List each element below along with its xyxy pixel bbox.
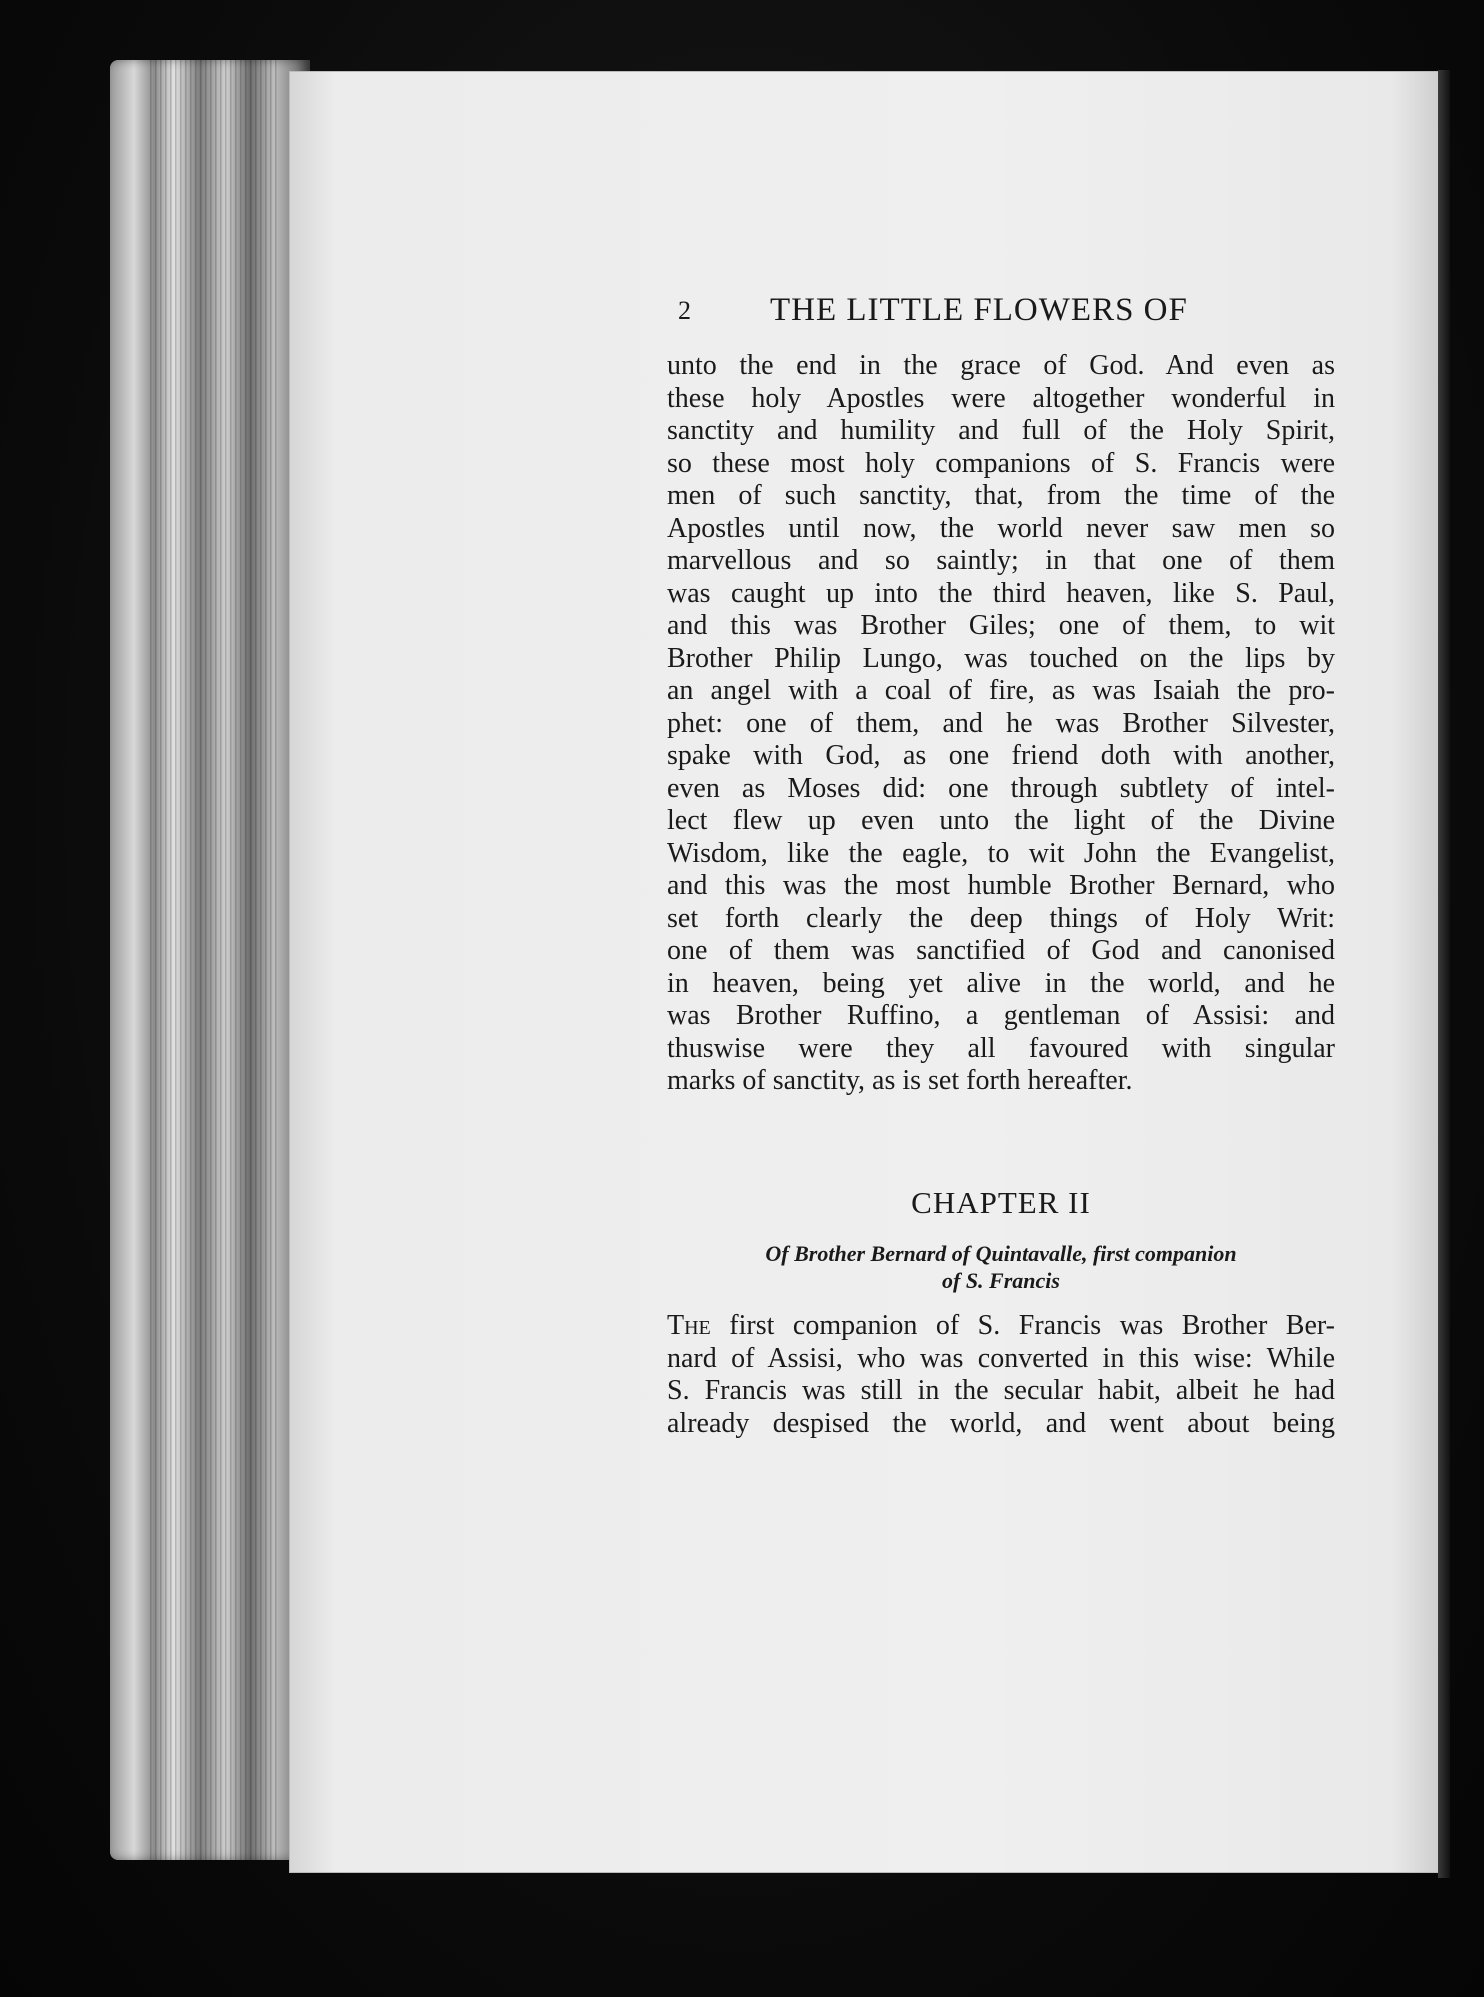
text-line: nard of Assisi, who was converted in this wise: While	[667, 1342, 1335, 1374]
running-header	[678, 292, 1328, 332]
opening-word: The	[667, 1310, 711, 1341]
running-header-title: THE LITTLE FLOWERS OF	[770, 292, 1188, 328]
text-line: an angel with a coal of fire, as was Isaiah the pro-	[667, 675, 1335, 706]
text-line: so these most holy companions of S. Francis were	[667, 447, 1335, 479]
page-right-edge	[1438, 70, 1450, 1878]
text-line: was caught up into the third heaven, like S. Paul,	[667, 577, 1335, 609]
text-line: these holy Apostles were altogether wonderful in	[667, 382, 1335, 414]
book-page-edges	[110, 60, 310, 1860]
text-line: Apostles until now, the world never saw men so	[667, 512, 1335, 544]
text-line: was Brother Ruffino, a gentleman of Assisi: and	[667, 1000, 1335, 1031]
continuation-paragraph	[667, 350, 1335, 1098]
text-line: Brother Philip Lungo, was touched on the lips by	[667, 642, 1335, 674]
text-line: men of such sanctity, that, from the time of the	[667, 480, 1335, 511]
text-line: marvellous and so saintly; in that one of them	[667, 545, 1335, 576]
chapter-subtitle	[700, 1240, 1302, 1294]
chapter-heading: CHAPTER II	[911, 1185, 1091, 1220]
text-line: in heaven, being yet alive in the world, and he	[667, 967, 1335, 999]
chapter-subtitle-line: of S. Francis	[942, 1268, 1060, 1293]
text-line: sanctity and humility and full of the Holy Spirit,	[667, 415, 1335, 446]
text-line: marks of sanctity, as is set forth hereafter.	[667, 1065, 1133, 1096]
text-line: lect flew up even unto the light of the Divine	[667, 805, 1335, 836]
text-line: even as Moses did: one through subtlety of intel-	[667, 772, 1335, 804]
text-line: and this was the most humble Brother Bernard, who	[667, 870, 1335, 901]
text-line: already despised the world, and went about being	[667, 1407, 1335, 1439]
chapter-body-paragraph	[667, 1310, 1335, 1440]
text-line: S. Francis was still in the secular habit, albeit he had	[667, 1375, 1335, 1406]
text-line	[667, 1310, 1335, 1343]
text-line: and this was Brother Giles; one of them, to wit	[667, 610, 1335, 641]
page-number: 2	[678, 296, 691, 325]
text-line: thuswise were they all favoured with singular	[667, 1032, 1335, 1064]
text-line: spake with God, as one friend doth with another,	[667, 740, 1335, 771]
text-line: Wisdom, like the eagle, to wit John the Evangelist,	[667, 837, 1335, 869]
text-line: phet: one of them, and he was Brother Silvester,	[667, 707, 1335, 739]
text-line: unto the end in the grace of God. And even as	[667, 350, 1335, 381]
text-line: set forth clearly the deep things of Holy Writ:	[667, 902, 1335, 934]
text-line: one of them was sanctified of God and canonised	[667, 935, 1335, 966]
first-line-text: first companion of S. Francis was Brother Ber-	[710, 1310, 1335, 1341]
chapter-subtitle-line: Of Brother Bernard of Quintavalle, first companion	[765, 1241, 1237, 1266]
